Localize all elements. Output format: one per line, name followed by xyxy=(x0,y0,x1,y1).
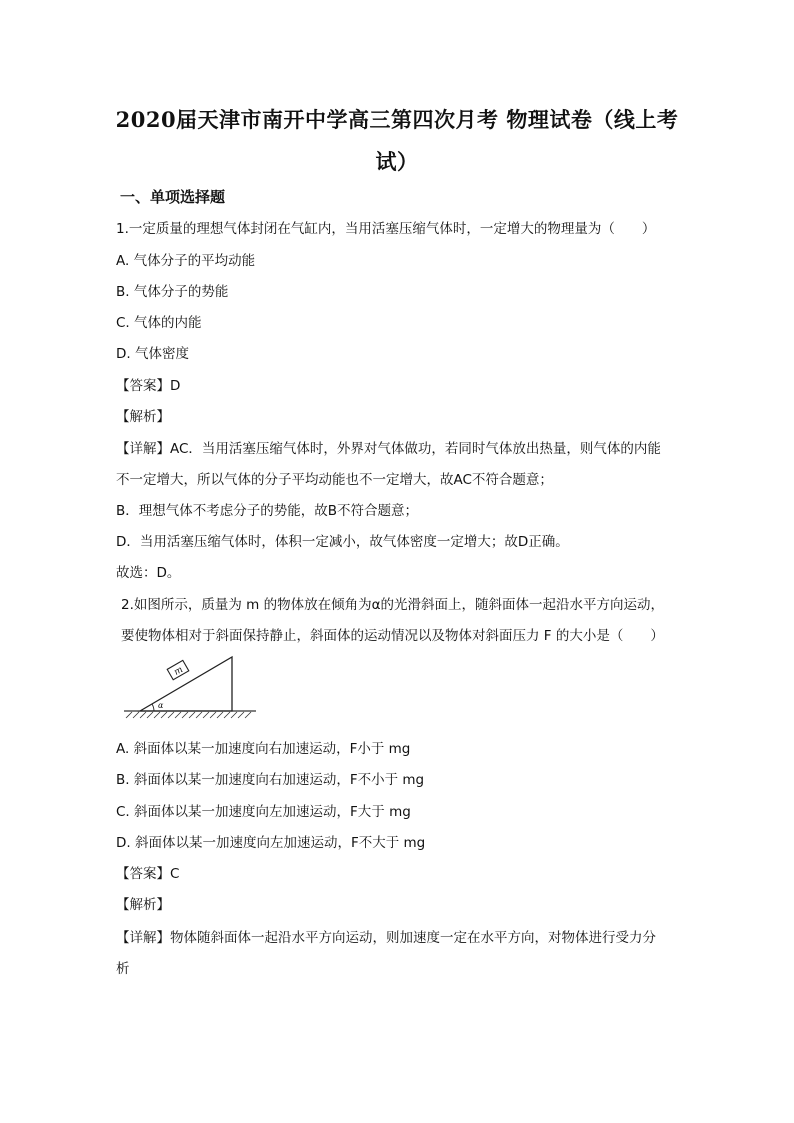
q2-option-b: B. 斜面体以某一加速度向右加速运动，F不小于 mg xyxy=(116,772,425,788)
q2-analysis: 【解析】 xyxy=(116,897,170,913)
q2-answer: 【答案】C xyxy=(116,866,180,882)
q1-answer: 【答案】D xyxy=(116,378,181,394)
mass-label: m xyxy=(172,664,185,678)
q1-analysis: 【解析】 xyxy=(116,409,170,425)
q1-stem: 1.一定质量的理想气体封闭在气缸内，当用活塞压缩气体时，一定增大的物理量为（ ） xyxy=(116,221,656,237)
section-heading: 一、单项选择题 xyxy=(120,188,226,206)
q1-option-b: B. 气体分子的势能 xyxy=(116,284,229,300)
q1-detail-2: 不一定增大，所以气体的分子平均动能也不一定增大，故AC不符合题意； xyxy=(116,472,553,488)
q2-stem-1: 2.如图所示，质量为 m 的物体放在倾角为α的光滑斜面上，随斜面体一起沿水平方向运动， xyxy=(121,597,665,613)
incline-diagram xyxy=(120,652,260,722)
q1-detail-4: D．当用活塞压缩气体时，体积一定减小，故气体密度一定增大；故D正确。 xyxy=(116,534,569,550)
block-mass xyxy=(167,660,189,680)
doc-title-line-1: 2020届天津市南开中学高三第四次月考 物理试卷（线上考 xyxy=(115,107,679,132)
angle-arc xyxy=(152,704,154,711)
ground-hatching xyxy=(124,711,256,718)
q2-stem-2: 要使物体相对于斜面保持静止，斜面体的运动情况以及物体对斜面压力 F 的大小是（ ） xyxy=(121,628,664,644)
q2-option-d: D. 斜面体以某一加速度向左加速运动，F不大于 mg xyxy=(116,835,426,851)
angle-label: α xyxy=(158,701,164,710)
q1-option-d: D. 气体密度 xyxy=(116,346,189,362)
q1-choose: 故选：D。 xyxy=(116,565,181,581)
q2-option-a: A. 斜面体以某一加速度向右加速运动，F小于 mg xyxy=(116,741,411,757)
doc-title-line-2: 试） xyxy=(375,149,419,174)
q2-detail-1: 【详解】物体随斜面体一起沿水平方向运动，则加速度一定在水平方向，对物体进行受力分 xyxy=(116,930,656,946)
q1-option-a: A. 气体分子的平均动能 xyxy=(116,253,256,269)
q2-detail-2: 析 xyxy=(116,961,130,977)
q1-detail-3: B．理想气体不考虑分子的势能，故B不符合题意； xyxy=(116,503,419,519)
q1-detail-1: 【详解】AC．当用活塞压缩气体时，外界对气体做功，若同时气体放出热量，则气体的内能 xyxy=(116,441,661,457)
q1-option-c: C. 气体的内能 xyxy=(116,315,202,331)
q2-option-c: C. 斜面体以某一加速度向左加速运动，F大于 mg xyxy=(116,804,411,820)
